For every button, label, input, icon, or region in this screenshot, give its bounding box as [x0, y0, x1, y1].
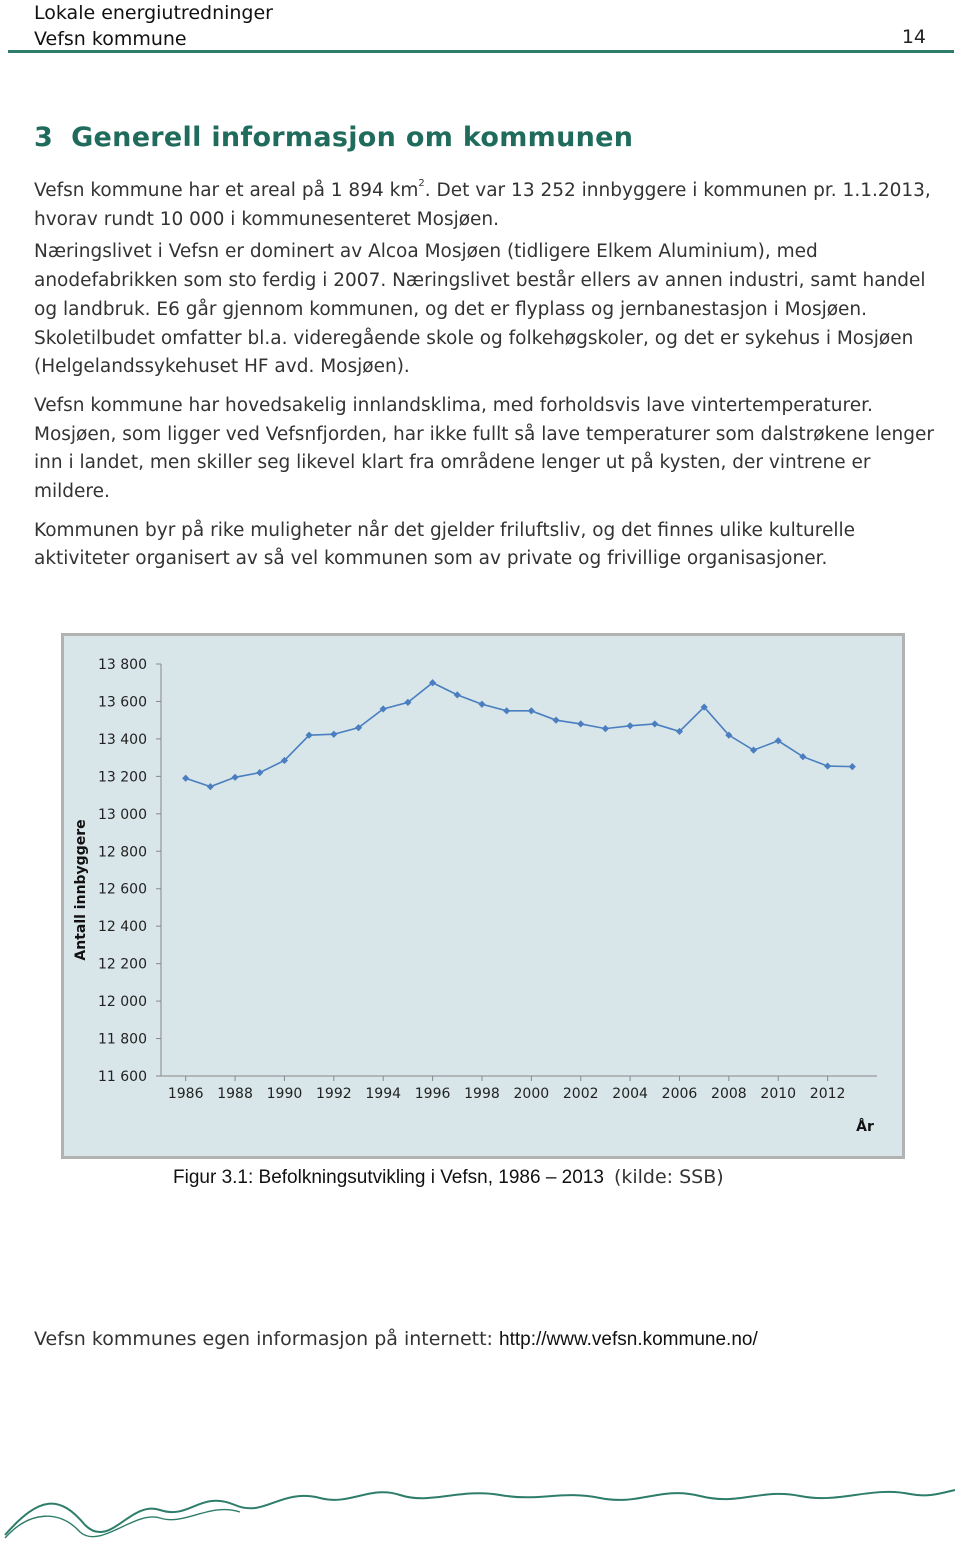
y-tick-label: 12 200	[98, 956, 147, 973]
caption-label: Figur 3.1: Befolkningsutvikling i Vefsn, 1986 – 2013	[173, 1167, 604, 1188]
footer-label: Vefsn kommunes egen informasjon på internett:	[34, 1328, 493, 1350]
x-tick-label: 2012	[809, 1086, 846, 1102]
data-point	[750, 747, 757, 754]
header-divider	[8, 50, 954, 53]
paragraph-industry: Næringslivet i Vefsn er dominert av Alcoa Mosjøen (tidligere Elkem Aluminium), med anodefabrikken som sto ferdig i 2007. Næringslivet består ellers av annen industri, samt handel og landbruk. E6 går gjennom kommunen, og det er flyplass og jernbanestasjon i Mosjøen. Skoletilbudet omfatter bl.a. videregående skole og folkehøgskoler, og det er sykehus i Mosjøen (Helgelandssykehuset HF avd. Mosjøen).	[34, 241, 926, 378]
y-tick-label: 11 800	[98, 1031, 147, 1048]
x-tick-label: 1990	[266, 1086, 303, 1102]
page-header	[34, 0, 926, 52]
paragraph-1a: Vefsn kommune har et areal på 1 894 km	[34, 180, 419, 201]
y-tick-label: 13 800	[98, 657, 147, 673]
data-point	[651, 720, 658, 727]
y-tick-label: 12 600	[98, 881, 147, 898]
data-point	[849, 763, 856, 770]
y-tick-label: 13 000	[98, 806, 147, 823]
paragraph-area	[34, 177, 934, 574]
y-tick-label: 12 400	[98, 919, 147, 936]
website-link[interactable]: http://www.vefsn.kommune.no/	[499, 1329, 758, 1350]
x-tick-label: 1992	[316, 1086, 352, 1102]
data-point	[330, 731, 337, 738]
series-line	[186, 683, 853, 787]
data-point	[577, 720, 584, 727]
y-tick-label: 13 200	[98, 769, 147, 786]
x-tick-label: 1988	[217, 1086, 253, 1102]
x-tick-label: 1994	[365, 1086, 402, 1102]
data-point	[552, 717, 559, 724]
data-point	[627, 722, 634, 729]
data-point	[231, 774, 238, 781]
y-tick-label: 13 400	[98, 731, 147, 748]
page-number: 14	[901, 26, 926, 48]
x-tick-label: 1996	[414, 1086, 451, 1102]
section-title: Generell informasjon om kommunen	[71, 122, 634, 153]
data-point	[256, 769, 263, 776]
data-point	[528, 707, 535, 714]
x-tick-label: 1986	[167, 1086, 204, 1102]
x-tick-label: 2006	[661, 1086, 698, 1102]
x-tick-label: 2010	[760, 1086, 797, 1102]
section-number: 3	[34, 122, 54, 153]
figure-caption	[173, 1166, 724, 1189]
y-tick-label: 11 600	[98, 1069, 147, 1085]
x-tick-label: 1998	[464, 1086, 500, 1102]
footer-info	[34, 1328, 758, 1351]
paragraph-1b: . Det var 13 252 innbyggere i kommunen pr. 1.1.2013, hvorav rundt 10 000 i kommunesenteret Mosjøen.	[34, 180, 931, 230]
y-axis-title: Antall innbyggere	[73, 819, 89, 961]
data-point	[503, 707, 510, 714]
section-heading	[34, 122, 633, 153]
data-point	[182, 775, 189, 782]
paragraph-area-info	[34, 177, 934, 234]
x-tick-label: 2008	[711, 1086, 747, 1102]
paragraph-activities: Kommunen byr på rike muligheter når det gjelder friluftsliv, og det finnes ulike kulturelle aktiviteter organisert av så vel kommunen som av private og frivillige organisasjoner.	[34, 519, 855, 570]
document-subtitle: Vefsn kommune	[34, 28, 187, 50]
caption-source: (kilde: SSB)	[613, 1166, 724, 1188]
population-chart	[61, 633, 905, 1159]
data-point	[207, 783, 214, 790]
y-tick-label: 12 000	[98, 994, 147, 1011]
superscript: 2	[418, 178, 425, 189]
data-point	[478, 701, 485, 708]
y-tick-label: 12 800	[98, 844, 147, 861]
data-point	[602, 725, 609, 732]
x-tick-label: 2002	[562, 1086, 599, 1102]
x-tick-label: 2004	[612, 1086, 648, 1102]
y-tick-label: 13 600	[98, 694, 147, 711]
decorative-wave-footer	[0, 1480, 960, 1540]
x-axis-title: År	[856, 1119, 874, 1135]
paragraph-climate: Vefsn kommune har hovedsakelig innlandsklima, med forholdsvis lave vintertemperaturer. Mosjøen, som ligger ved Vefsnfjorden, har ikke fullt så lave temperaturer som dalstrøkene lenger inn i landet, men skiller seg likevel klart fra områdene lenger ut på kysten, der vintrene er mildere.	[34, 394, 935, 503]
chart-canvas	[64, 636, 902, 1156]
document-title: Lokale energiutredninger	[34, 2, 273, 24]
data-point	[454, 691, 461, 698]
x-tick-label: 2000	[513, 1086, 550, 1102]
data-point	[824, 762, 831, 769]
